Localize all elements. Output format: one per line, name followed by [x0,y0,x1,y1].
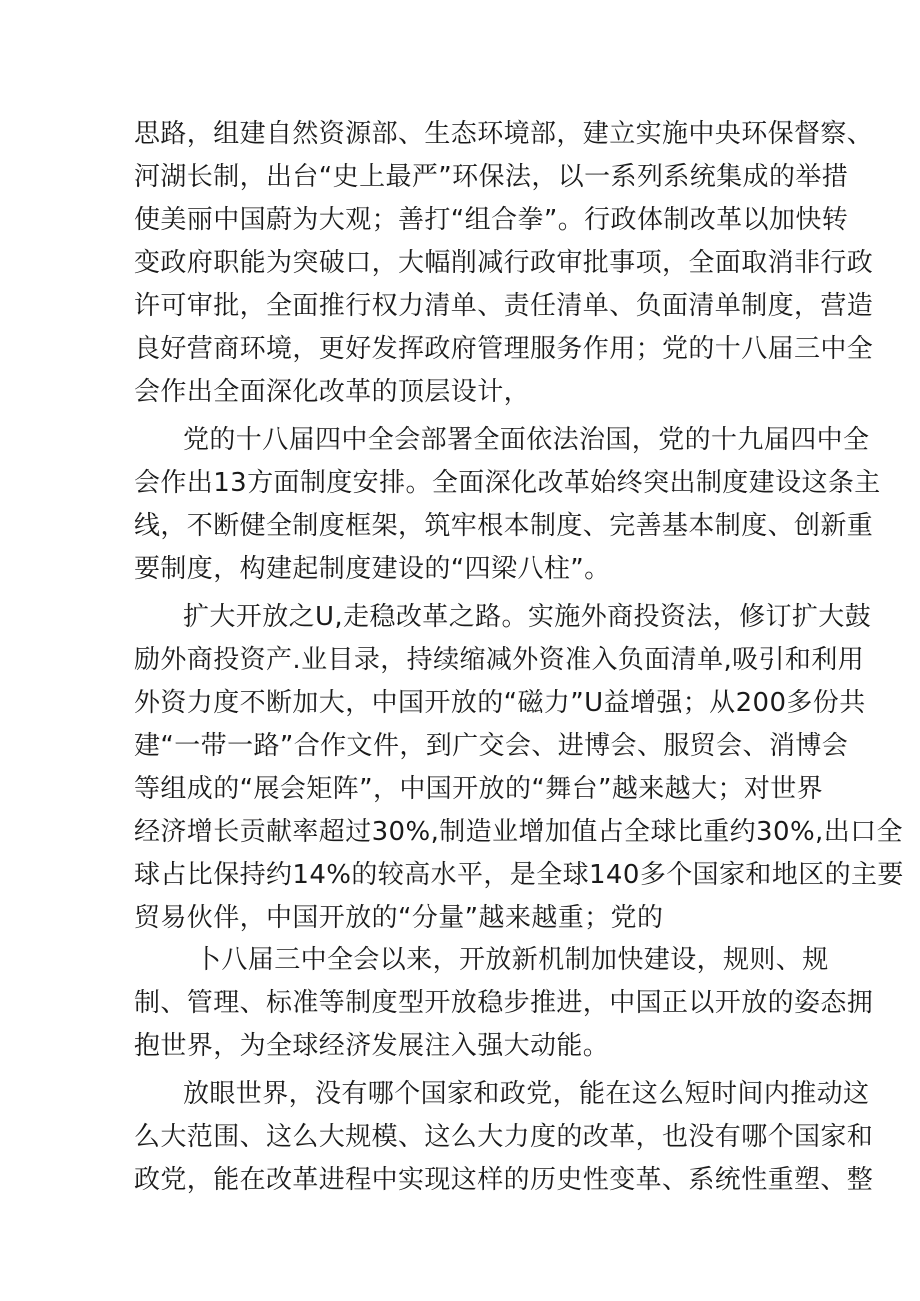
paragraph-first-line: 放眼世界，没有哪个国家和政党，能在这么短时间内推动这 [183,1079,870,1109]
text-line: 良好营商环境，更好发挥政府管理服务作用；党的十八届三中全 [134,334,874,364]
paragraph-first-line: 党的十八届四中全会部署全面依法治国，党的十九届四中全 [183,425,870,455]
text-line: 抱世界，为全球经济发展注入强大动能。 [134,1031,610,1061]
text-line: 经济增长贡献率超过30%,制造业增加值占全球比重约30%,出口全 [134,817,903,847]
text-line: 使美丽中国蔚为大观；善打“组合拳”。行政体制改革以加快转 [134,205,849,235]
text-line: 变政府职能为突破口，大幅削减行政审批事项，全面取消非行政 [134,248,874,278]
text-line: 要制度，构建起制度建设的“四梁八柱”。 [134,554,611,584]
text-line: 建“一带一路”合作文件，到广交会、进博会、服贸会、消博会 [134,731,849,761]
text-line: 等组成的“展会矩阵”，中国开放的“舞台”越来越大；对世界 [134,774,824,804]
text-line: 思路，组建自然资源部、生态环境部，建立实施中央环保督察、 [134,119,874,149]
text-line: 贸易伙伴，中国开放的“分量”越来越重；党的 [134,903,664,933]
text-line: 励外商投资产.业目录，持续缩减外资准入负面清单,吸引和利用 [134,645,865,675]
text-line: 线，不断健全制度框架，筑牢根本制度、完善基本制度、创新重 [134,511,874,541]
text-line: 许可审批，全面推行权力清单、责任清单、负面清单制度，营造 [134,291,874,321]
paragraph-first-line: 扩大开放之U,走稳改革之路。实施外商投资法，修订扩大鼓 [183,602,872,632]
text-line: 会作出全面深化改革的顶层设计， [134,377,531,407]
text-line: 制、管理、标准等制度型开放稳步推进，中国正以开放的姿态拥 [134,988,874,1018]
text-line: 球占比保持约14%的较高水平，是全球140多个国家和地区的主要 [134,860,904,890]
paragraph-first-line: 卜八届三中全会以来，开放新机制加快建设，规则、规 [195,945,829,975]
text-line: 会作出13方面制度安排。全面深化改革始终突出制度建设这条主 [134,468,881,498]
text-line: 河湖长制，出台“史上最严”环保法，以一系列系统集成的举措 [134,162,849,192]
text-line: 政党，能在改革进程中实现这样的历史性变革、系统性重塑、整 [134,1165,874,1195]
text-line: 么大范围、这么大规模、这么大力度的改革，也没有哪个国家和 [134,1122,874,1152]
text-line: 外资力度不断加大，中国开放的“磁力”U益增强；从200多份共 [134,688,866,718]
